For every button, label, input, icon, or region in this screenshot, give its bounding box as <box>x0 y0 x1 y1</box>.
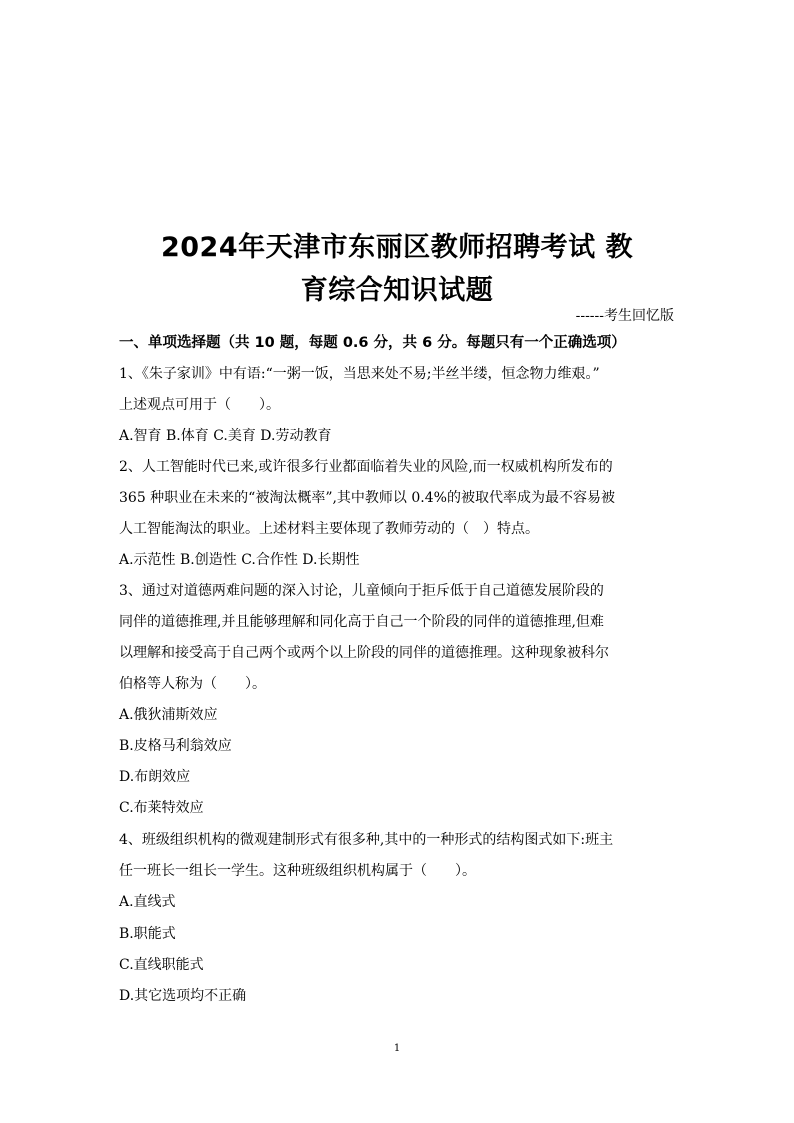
question-2-stem-line-3: 人工智能淘汰的职业。上述材料主要体现了教师劳动的（ ）特点。 <box>119 521 539 537</box>
question-3-option-b: B.皮格马利翁效应 <box>119 738 232 754</box>
document-title-line-2: 育综合知识试题 <box>300 275 494 306</box>
document-title-line-1: 2024年天津市东丽区教师招聘考试 教 <box>160 232 634 263</box>
question-4-stem-line-2: 任一班长一组长一学生。这种班级组织机构属于（ ）。 <box>119 863 476 879</box>
question-2-stem-line-2: 365 种职业在未来的“被淘汰概率”,其中教师以 0.4%的被取代率成为最不容易被 <box>119 490 615 506</box>
question-3-stem-line-1: 3、通过对道德两难问题的深入讨论，儿童倾向于拒斥低于自己道德发展阶段的 <box>119 583 604 599</box>
question-4-option-c: C.直线职能式 <box>119 957 204 973</box>
question-2-stem-line-1: 2、人工智能时代已来,或许很多行业都面临着失业的风险,而一权威机构所发布的 <box>119 459 613 475</box>
question-3-option-d: D.布朗效应 <box>119 769 191 785</box>
document-subtitle: ------考生回忆版 <box>575 308 674 324</box>
question-3-stem-line-3: 以理解和接受高于自己两个或两个以上阶段的同伴的道德推理。这种现象被科尔 <box>119 645 609 661</box>
question-4-stem-line-1: 4、班级组织机构的微观建制形式有很多种,其中的一种形式的结构图式如下:班主 <box>119 832 614 848</box>
question-4-option-a: A.直线式 <box>119 894 176 910</box>
question-3-stem-line-2: 同伴的道德推理,并且能够理解和同化高于自己一个阶段的同伴的道德推理,但难 <box>119 614 604 630</box>
question-1-stem-line-2: 上述观点可用于（ ）。 <box>119 397 280 413</box>
question-2-options: A.示范性 B.创造性 C.合作性 D.长期性 <box>119 552 360 568</box>
question-3-stem-line-4: 伯格等人称为（ ）。 <box>119 676 266 692</box>
question-4-option-d: D.其它选项均不正确 <box>119 988 247 1004</box>
question-4-option-b: B.职能式 <box>119 926 176 942</box>
page-number: 1 <box>393 1043 401 1054</box>
question-3-option-c: C.布莱特效应 <box>119 800 204 816</box>
question-3-option-a: A.俄狄浦斯效应 <box>119 707 218 723</box>
question-1-options: A.智育 B.体育 C.美育 D.劳动教育 <box>119 428 332 444</box>
section-heading: 一、单项选择题（共 10 题，每题 0.6 分，共 6 分。每题只有一个正确选项） <box>119 335 626 351</box>
question-1-stem-line-1: 1、《朱子家训》中有语:“一粥一饭，当思来处不易;半丝半缕，恒念物力维艰。” <box>119 366 600 382</box>
